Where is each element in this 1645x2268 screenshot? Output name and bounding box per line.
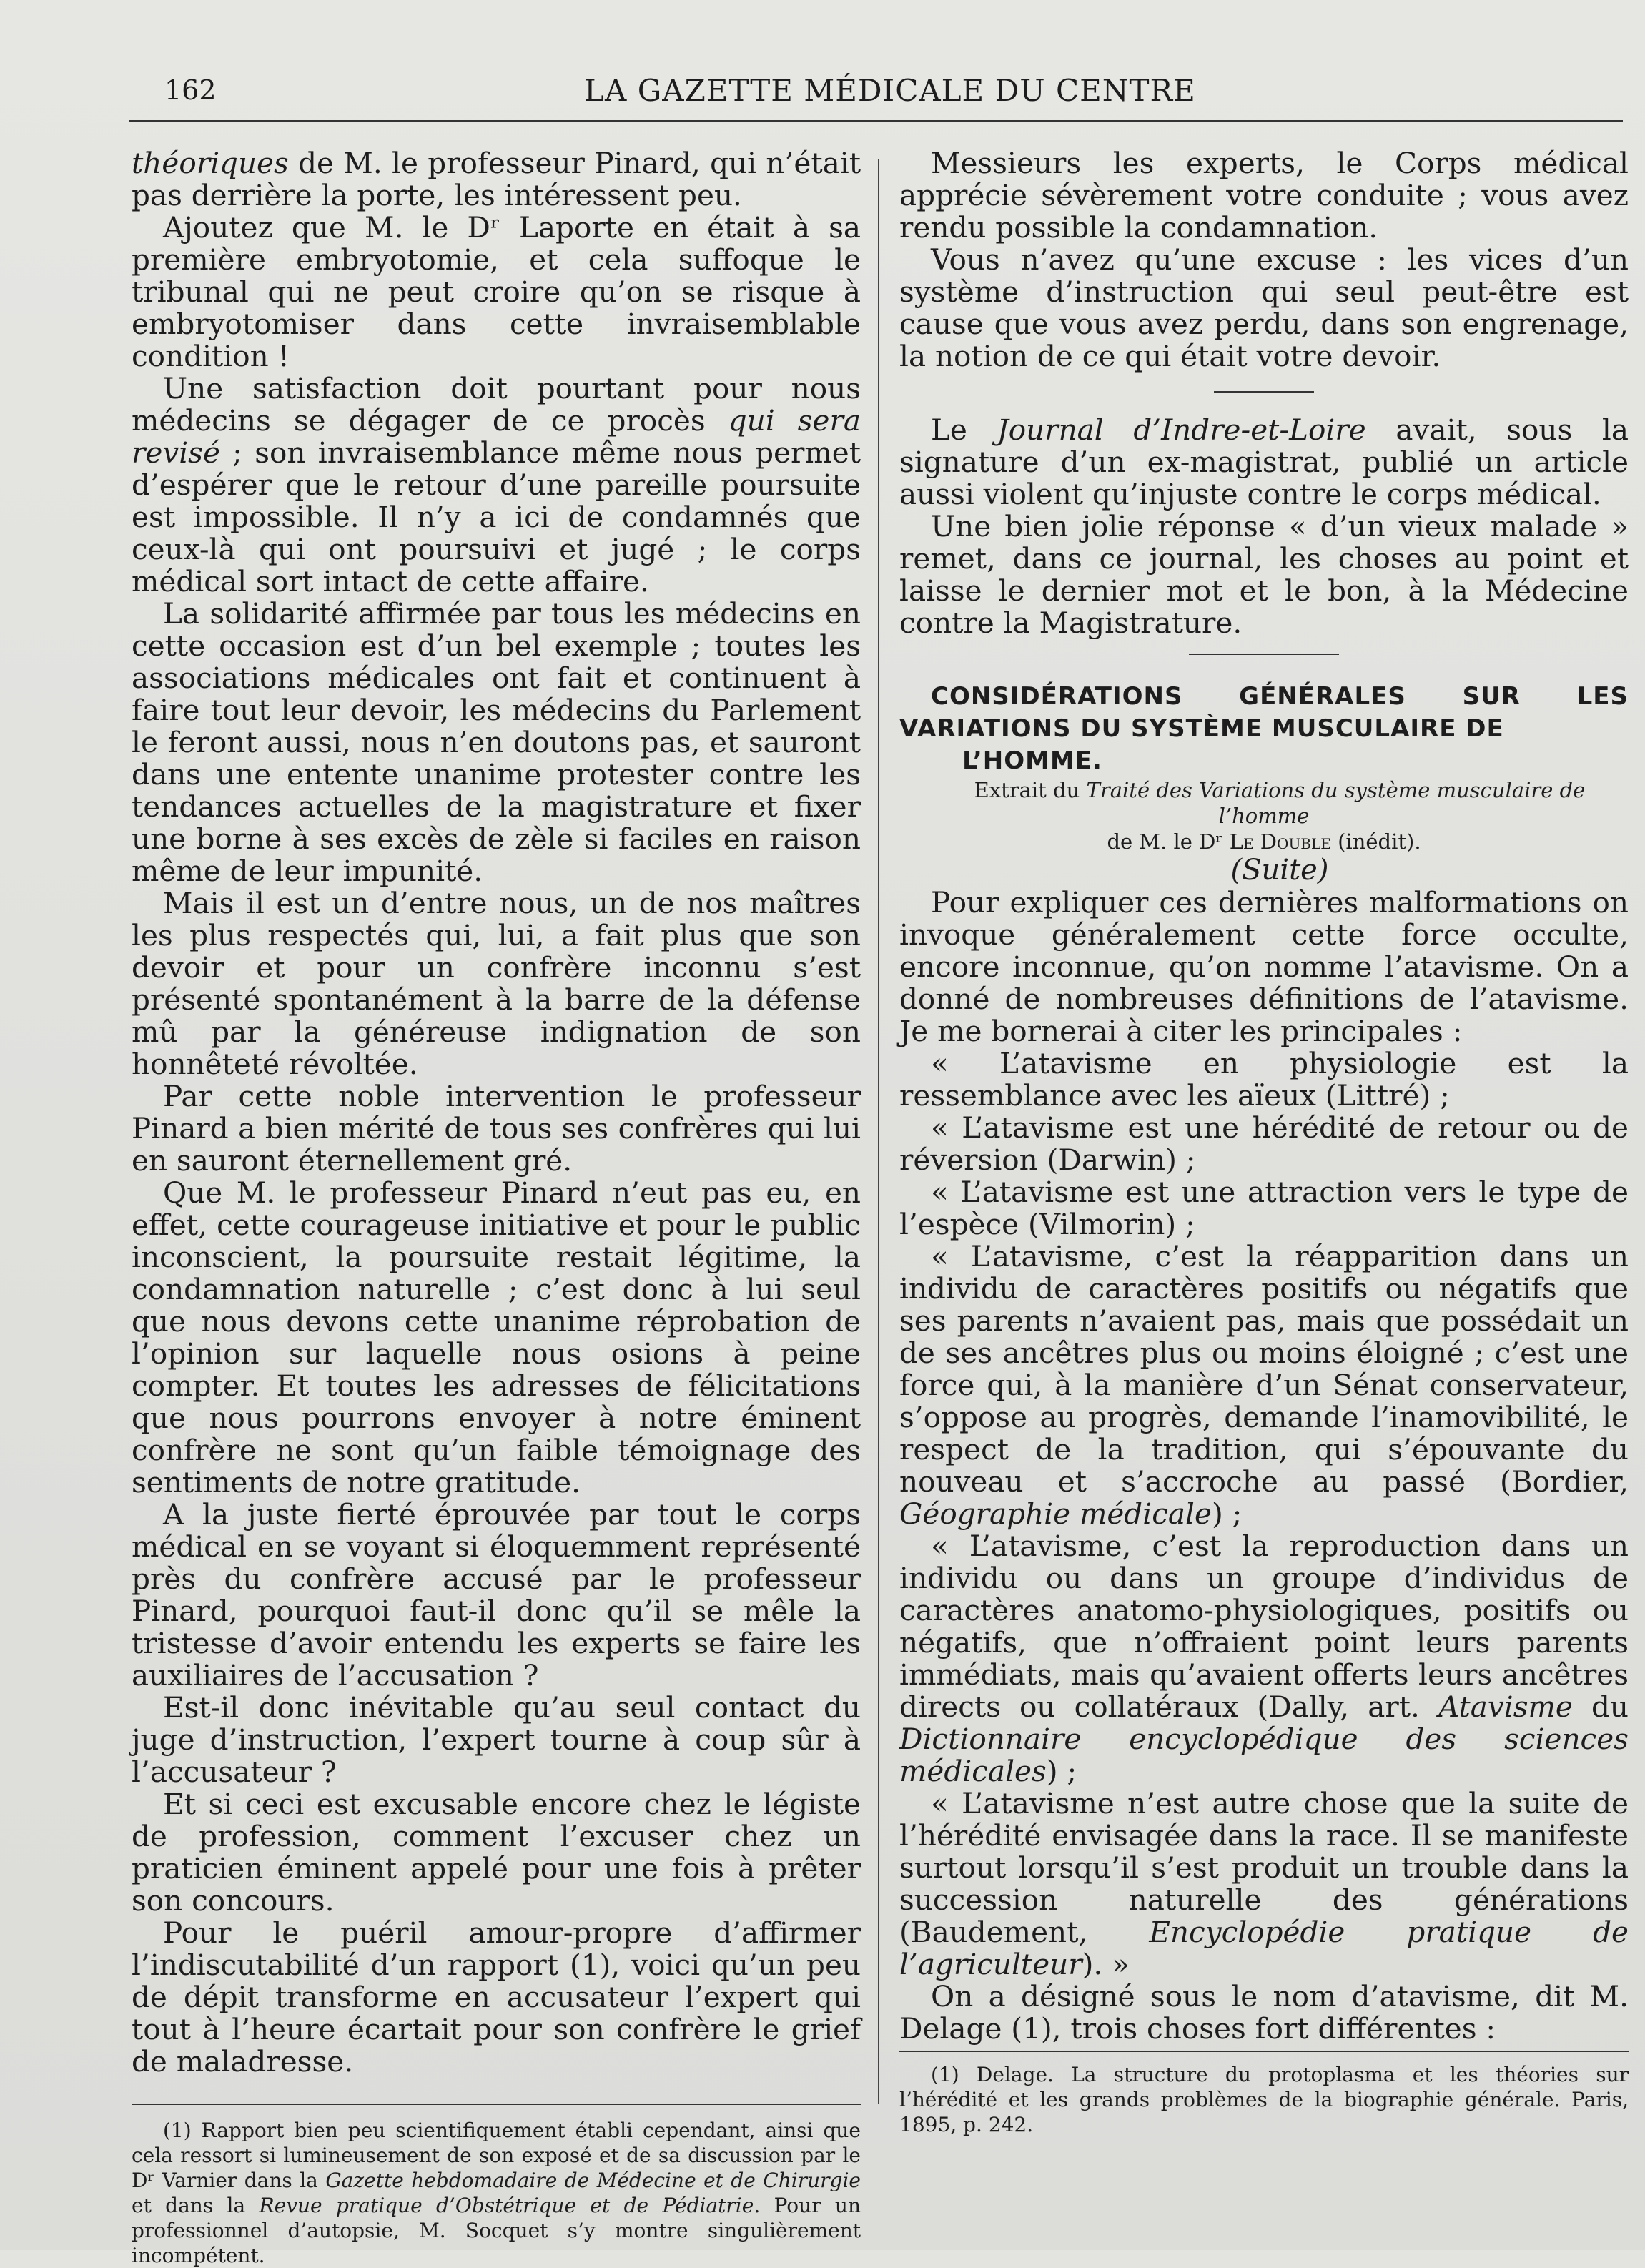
section-separator [1189,654,1339,655]
footnote: (1) Delage. La structure du protoplasma et les théories sur l’hérédité et les grands problèmes de la biographie générale. Paris, 1895, p. 242. [899,2063,1629,2136]
footnote-rule [132,2104,861,2105]
footnote: (1) Rapport bien peu scientifiquement établi cependant, ainsi que cela ressort si lumineusement de son exposé et de sa discussion par le Dʳ Varnier dans la Gazette hebdomadaire de Médecine et de Chirurgie et dans la Revue pratique d’Obstétrique et de Pédiatrie. Pour un professionnel d’autopsie, M. Socquet s’y montre singulièrement incompétent. [132,2119,861,2267]
page-number: 162 [164,74,217,106]
paragraph: Pour le puéril amour-propre d’affirmer l’indiscutabilité d’un rapport (1), voici qu’un peu de dépit transforme en accusateur l’expert qui tout à l’heure écartait pour son confrère le grief de maladresse. [132,1916,861,2079]
paragraph: A la juste fierté éprouvée par tout le corps médical en se voyant si éloquemment représenté près du confrère accusé par le professeur Pinard, pourquoi faut-il donc qu’il se mêle la tristesse d’avoir entendu les experts se faire les auxiliaires de l’accusation ? [132,1497,861,1692]
paragraph: Pour expliquer ces dernières malformations on invoque généralement cette force occulte, encore inconnue, qu’on nomme l’atavisme. On a donné de nombreuses définitions de l’atavisme. Je me bornerai à citer les principales : [899,885,1629,1048]
paragraph: Messieurs les experts, le Corps médical apprécie sévèrement votre conduite ; vous avez rendu possible la condamnation. [899,146,1629,245]
paragraph: On a désigné sous le nom d’atavisme, dit M. Delage (1), trois choses fort différentes : [899,1979,1629,2046]
paragraph: « L’atavisme en physiologie est la ressemblance avec les aïeux (Littré) ; [899,1046,1629,1113]
page-header [164,69,1616,119]
paragraph: Mais il est un d’entre nous, un de nos maîtres les plus respectés qui, lui, a fait plus que son devoir et pour un confrère inconnu s’est présenté spontanément à la barre de la défense mû par la généreuse indignation de son honnêteté révoltée. [132,886,861,1081]
article-subtitle: Extrait du Traité des Variations du système musculaire de l’homme de M. le Dʳ Le Double (inédit). [974,778,1586,854]
paragraph: Et si ceci est excusable encore chez le légiste de profession, comment l’excuser chez un praticien éminent appelé pour une fois à prêter son concours. [132,1787,861,1918]
header-rule [129,120,1623,122]
paragraph: Est-il donc inévitable qu’au seul contact du juge d’instruction, l’expert tourne à coup sûr à l’accusateur ? [132,1690,861,1789]
paragraph: Que M. le professeur Pinard n’eut pas eu, en effet, cette courageuse initiative et pour le public inconscient, la poursuite restait légitime, la condamnation naturelle ; c’est donc à lui seul que nous devons cette unanime réprobation de l’opinion sur laquelle nous osions à peine compter. Et toutes les adresses de félicitations que nous pourrons envoyer à notre éminent confrère ne sont qu’un faible témoignage des sentiments de notre gratitude. [132,1175,861,1499]
paragraph: « L’atavisme est une hérédité de retour ou de réversion (Darwin) ; [899,1110,1629,1177]
column-divider [878,159,879,2104]
paragraph: Le Journal d’Indre-et-Loire avait, sous la signature d’un ex-magistrat, publié un article aussi violent qu’injuste contre le corps médical. [899,413,1629,511]
paragraph: Une satisfaction doit pourtant pour nous médecins se dégager de ce procès qui sera revisé ; son invraisemblance même nous permet d’espérer que le retour d’une pareille poursuite est impossible. Il n’y a ici de condamnés que ceux-là qui ont poursuivi et jugé ; le corps médical sort intact de cette affaire. [132,371,861,598]
paragraph: « L’atavisme n’est autre chose que la suite de l’hérédité envisagée dans la race. Il se manifeste surtout lorsqu’il s’est produit un trouble dans la succession naturelle des générations (Baudement, Encyclopédie pratique de l’agriculteur). » [899,1786,1629,1981]
paragraph: La solidarité affirmée par tous les médecins en cette occasion est d’un bel exemple ; toutes les associations médicales ont fait et continuent à faire tout leur devoir, les médecins du Parlement le feront aussi, nous n’en doutons pas, et sauront dans une entente unanime protester contre les tendances actuelles de la magistrature et fixer une borne à ses excès de zèle si faciles en raison même de leur impunité. [132,596,861,888]
paragraph: Ajoutez que M. le Dʳ Laporte en était à sa première embryotomie, et cela suffoque le tribunal qui ne peut croire qu’on se risque à embryotomiser dans cette invraisemblable condition ! [132,210,861,373]
right-column [899,147,1629,2137]
paragraph: Vous n’avez qu’une excuse : les vices d’un système d’instruction qui seul peut-être est cause que vous avez perdu, dans son engrenage, la notion de ce qui était votre devoir. [899,242,1629,373]
paragraph: « L’atavisme est une attraction vers le type de l’espèce (Vilmorin) ; [899,1175,1629,1241]
section-separator [1214,391,1314,393]
paragraph: Une bien jolie réponse « d’un vieux malade » remet, dans ce journal, les choses au point et laisse le dernier mot et le bon, à la Médecine contre la Magistrature. [899,509,1629,640]
journal-title: LA GAZETTE MÉDICALE DU CENTRE [584,73,1196,108]
left-column [132,147,861,2268]
paragraph: théoriques de M. le professeur Pinard, qui n’était pas derrière la porte, les intéressent peu. [132,146,861,212]
paragraph: Par cette noble intervention le professeur Pinard a bien mérité de tous ses confrères qui lui en sauront éternellement gré. [132,1079,861,1178]
paragraph: « L’atavisme, c’est la réapparition dans un individu de caractères positifs ou négatifs que ses parents n’avaient pas, mais que possédait un de ses ancêtres plus ou moins éloigné ; c’est une force qui, à la manière d’un Sénat conservateur, s’oppose au progrès, demande l’inamovibilité, le respect de la tradition, qui s’épouvante du nouveau et s’accroche au passé (Bordier, Géographie médicale) ; [899,1239,1629,1531]
suite-label: (Suite) [1230,854,1329,887]
paragraph: « L’atavisme, c’est la reproduction dans un individu ou dans un groupe d’individus de caractères anatomo-physiologiques, positifs ou négatifs, que n’offraient point leurs parents immédiats, mais qu’avaient offerts leurs ancêtres directs ou collatéraux (Dally, art. Atavisme du Dictionnaire encyclopédique des sciences médicales) ; [899,1529,1629,1788]
article-title: CONSIDÉRATIONS GÉNÉRALES SUR LES VARIATIONS DU SYSTÈME MUSCULAIRE DE L’HOMME. [899,682,1629,775]
footnote-rule [899,2051,1629,2052]
